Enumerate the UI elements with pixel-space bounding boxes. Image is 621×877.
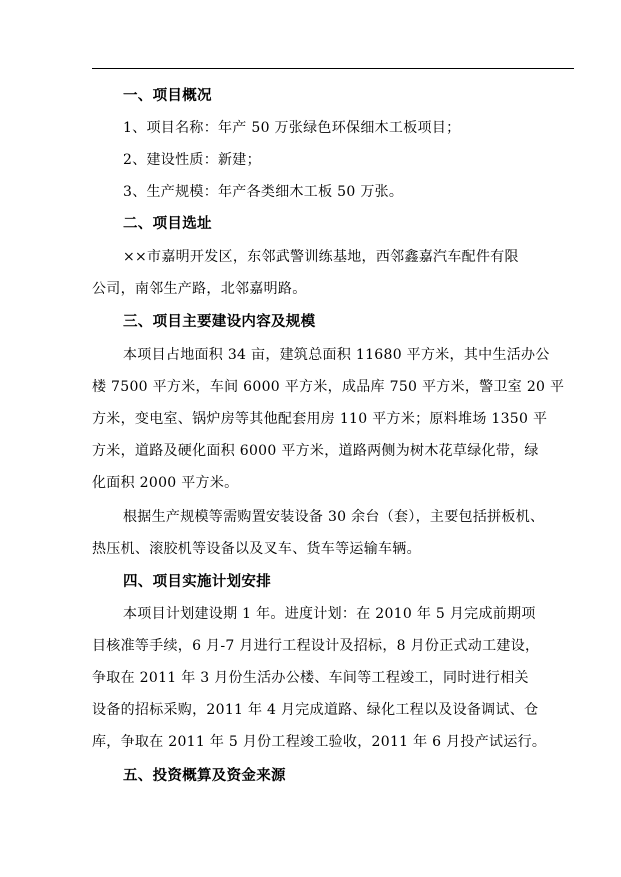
section1-heading: 一、项目概况 xyxy=(123,87,212,104)
location-line-1: ××市嘉明开发区，东邻武警训练基地，西邻鑫嘉汽车配件有限 xyxy=(123,249,519,265)
section3-heading: 三、项目主要建设内容及规模 xyxy=(123,313,316,330)
construction-line-3: 方米，变电室、锅炉房等其他配套用房 110 平方米；原料堆场 1350 平 xyxy=(92,411,548,427)
header-rule xyxy=(92,68,574,69)
schedule-line-2: 目核准等手续，6 月-7 月进行工程设计及招标，8 月份正式动工建设， xyxy=(92,638,540,654)
production-scale-line: 3、生产规模：年产各类细木工板 50 万张。 xyxy=(123,184,404,200)
section2-heading: 二、项目选址 xyxy=(123,215,212,232)
schedule-line-3: 争取在 2011 年 3 月份生活办公楼、车间等工程竣工，同时进行相关 xyxy=(92,670,529,686)
equipment-line-2: 热压机、滚胶机等设备以及叉车、货车等运输车辆。 xyxy=(92,541,421,557)
construction-line-5: 化面积 2000 平方米。 xyxy=(92,475,239,491)
location-line-2: 公司，南邻生产路，北邻嘉明路。 xyxy=(92,281,307,297)
section5-heading: 五、投资概算及资金来源 xyxy=(123,767,286,784)
schedule-line-5: 库，争取在 2011 年 5 月份工程竣工验收，2011 年 6 月投产试运行。 xyxy=(92,734,547,750)
schedule-line-4: 设备的招标采购，2011 年 4 月完成道路、绿化工程以及设备调试、仓 xyxy=(92,702,539,718)
section4-heading: 四、项目实施计划安排 xyxy=(123,573,271,590)
construction-line-4: 方米，道路及硬化面积 6000 平方米，道路两侧为树木花草绿化带，绿 xyxy=(92,443,539,459)
schedule-line-1: 本项目计划建设期 1 年。进度计划：在 2010 年 5 月完成前期项 xyxy=(123,606,536,622)
project-nature-line: 2、建设性质：新建； xyxy=(123,152,261,168)
equipment-line-1: 根据生产规模等需购置安装设备 30 余台（套），主要包括拼板机、 xyxy=(123,509,545,525)
construction-line-2: 楼 7500 平方米，车间 6000 平方米，成品库 750 平方米，警卫室 20 平 xyxy=(92,379,565,395)
project-name-line: 1、项目名称：年产 50 万张绿色环保细木工板项目； xyxy=(123,120,461,136)
construction-line-1: 本项目占地面积 34 亩，建筑总面积 11680 平方米，其中生活办公 xyxy=(123,347,550,363)
